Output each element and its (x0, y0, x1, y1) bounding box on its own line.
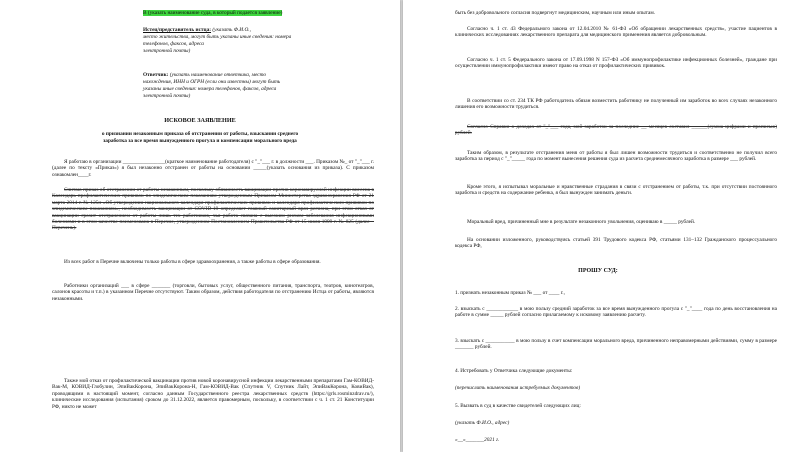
request-hint: (перечислить наименования истребуемых документов) (455, 385, 581, 391)
defendant-block (143, 72, 373, 78)
paragraph: Таким образом, в результате отстранения меня от работы я был лишен возможности трудиться и соответственно не получил всего заработка за период с "_"_____ года по момент вынесения решения суда из расчета среднемесячного заработка в размере ___ рублей. (455, 150, 777, 163)
paragraph: Из всех работ в Перечне включены только работы в сфере здравоохранения, а также работы в сфере образования. (64, 259, 321, 265)
plaintiff-hint-4: электронной почты) (143, 48, 191, 54)
paragraph: В соответствии со ст. 234 ТК РФ работодатель обязан возместить работнику не полученный им заработок во всех случаях незаконного лишения его возможности трудиться. (455, 98, 777, 111)
plaintiff-block (143, 27, 373, 33)
paragraph: Согласно ч. 1 ст. 5 Федерального закона от 17.09.1998 N 157-ФЗ «Об иммунопрофилактике инфекционных болезней», граждане при осуществлении иммунопрофилактики имеют право на отказ от профилактических прививок. (455, 57, 777, 70)
defendant-hint: (указать наименование ответчика, место (169, 72, 267, 78)
request-item: 4. Истребовать у Ответчика следующие документы: (455, 368, 573, 374)
request-item: 5. Вызвать в суд в качестве свидетелей следующих лиц: (455, 403, 581, 409)
defendant-hint-3: указаны иные сведения: номера телефонов, факсов, адреса (143, 86, 277, 92)
request-hint: (указать Ф.И.О., адрес) (455, 420, 510, 426)
document-subtitle-2: заработка за все время вынужденного прогула и компенсации морального вреда (103, 138, 297, 144)
paragraph-struck: Считаю приказ об отстранении от работы незаконным, поскольку обязанность вакцинации против коронавирусной инфекции внесена в Календарь профилактических прививок по эпидемическим показаниям утвержденным Приказом Министерства здравоохранения РФ от 21 марта 2014 г. № 125н «Об утверждении национального календаря профилактических прививок и календаря профилактических прививок по эпидемическим показаниям», необходимость вакцинации от COVID-19 определяет главный санитарный врач региона, при этом отказ от вакцинации грозит отстранением от работы лишь тех работников, чья работа связана с высоким риском заболевания инфекционными болезнями и в этом качестве поименована в Перечне, утвержденном Постановлением Правительства РФ от 15 июля 1999 г. № 825 (далее – Перечень). (52, 187, 374, 232)
defendant-hint-2: нахождения, ИНН и ОГРН (если они известны) могут быть (143, 79, 281, 85)
paragraph: Кроме этого, я испытывал моральные и нравственные страдания в связи с отстранением от работы, т.к. при отсутствии постоянного заработка и средств на содержание ребенка, я был вынужден занимать деньги. (455, 184, 777, 197)
paragraph: Я работаю в организации ________________(краткое наименование работодателя) с "_"___ г. в должности ___. Приказом №_ от "_"___ г. (далее по тексту «Приказ») я был незаконно отстранен от работы на основании _____(указать основания из приказа). С приказом ознакомлен____г. (52, 159, 374, 178)
request-title: ПРОШУ СУД: (578, 268, 618, 274)
plaintiff-label: Истец/представитель истца: (143, 27, 212, 33)
plaintiff-hint: (указать Ф.И.О., (212, 27, 251, 33)
paragraph: На основании изложенного, руководствуясь статьей 391 Трудового кодекса РФ, статьями 131–132 Гражданского процессуального кодекса РФ, (455, 237, 777, 250)
document-title: ИСКОВОЕ ЗАЯВЛЕНИЕ (164, 117, 236, 124)
paragraph: Также мой отказ от профилактической вакцинации против новой коронавирусной инфекции лекарственными препаратами Гам-КОВИД-Вак-М, КОВИД-Глобулин, ЭпиВакКорона, ЭпиВакКорона-Н, Гам-КОВИД-Вак (Спутник V, Спутник Лайт, ЭпиВакКорона, КовиВак), проводящими в настоящий момент, согласно данным Государственного реестра лекарственных средств (https://grls.rosminzdrav.ru/), клинические исследования (испытания) сроком до 31.12.2022, является правомерным, поскольку, в соответствии с ч. 1 ст. 21 Конституции РФ, никто не может (52, 378, 374, 410)
paragraph: Моральный вред, причиненный мне в результате незаконного увольнения, оцениваю в _____ рублей. (467, 219, 696, 225)
paragraph: Работники организаций ___ в сфере _______ (торговли, бытовых услуг, общественного питания, транспорта, театров, кинотеатров, салонов красоты и т.п.) в указанном Перечне отсутствуют. Таким образом, действия работодателя по отстранению Истца от работы, являются незаконными. (52, 283, 374, 302)
date-line: «__»_______2021 г. (455, 437, 500, 443)
defendant-label: Ответчик: (143, 72, 169, 78)
request-item: 3. взыскать с ___________ в мою пользу в счет компенсации морального вреда, причиненного неправомерными действиями, сумму в размере _______ рублей. (455, 338, 777, 351)
plaintiff-hint-2: место жительства, могут быть указаны иные сведения: номера (143, 34, 292, 40)
paragraph: быть без добровольного согласия подвергнут медицинским, научным или иным опытам. (455, 10, 656, 16)
paragraph: Согласно ч. 1 ст. 43 Федерального закона от 12.04.2010 № 61-ФЗ «Об обращении лекарственных средств», участие пациентов в клинических исследованиях лекарственного препарата для медицинского применения является добровольным. (455, 26, 777, 39)
document-subtitle-1: о признании незаконным приказа об отстранении от работы, взыскании среднего (101, 131, 299, 137)
request-item: 2. взыскать с ____________ в мою пользу средний заработок за все время вынужденного прогула с "_"____ года по день восстановления на работе в сумме _____ рублей согласно прилагаемому к исковому заявлению расчету. (455, 306, 777, 319)
defendant-hint-4: электронной почты) (143, 93, 191, 99)
court-line: В (указать наименование суда, в который подается заявление) (143, 10, 283, 16)
request-item: 1. признать незаконным приказ № ___ от ____ г., (455, 290, 565, 296)
paragraph-struck: Согласно Справки о доходах от "_"___ года, мой заработок за последние __ месяцев составил ______(сумма цифрами и прописью) рублей. (455, 124, 777, 137)
document-page-right (403, 0, 800, 452)
plaintiff-hint-3: телефонов, факсов, адреса (143, 41, 204, 47)
